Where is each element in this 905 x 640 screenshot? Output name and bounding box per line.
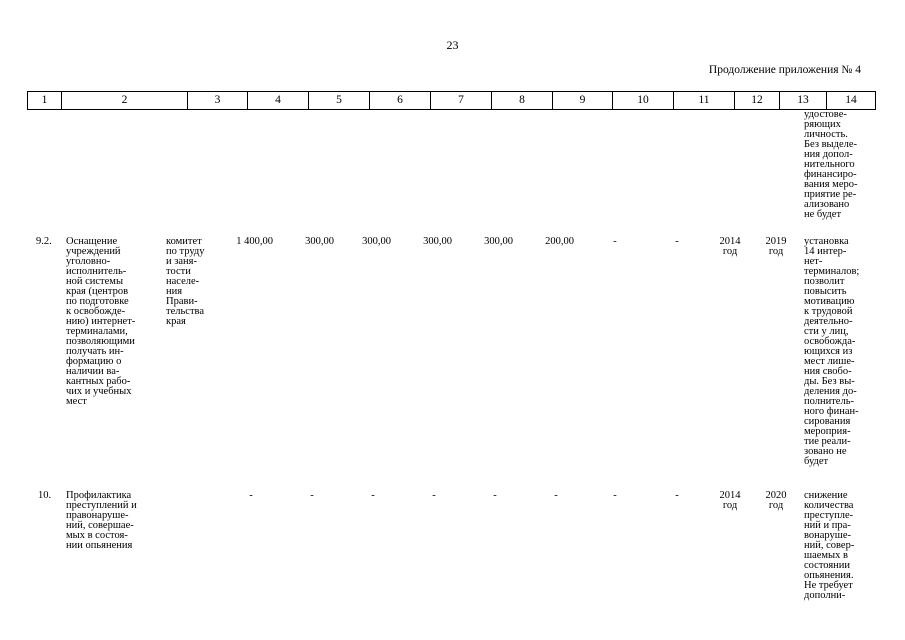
funding-total: -	[249, 490, 253, 501]
funding-year-6: -	[613, 490, 617, 501]
funding-total: 1 400,00	[236, 236, 273, 247]
carryover-result-text: удостове- ряющих личность. Без выделе- ния допол- нительного финансиро- вания меро- приятие ре- ализовано не будет	[804, 109, 858, 220]
col-header-2: 2	[62, 92, 188, 109]
funding-year-2: -	[371, 490, 375, 501]
col-header-4: 4	[248, 92, 309, 109]
col-header-11: 11	[674, 92, 735, 109]
start-year: 2014 год	[719, 490, 741, 511]
col-header-6: 6	[370, 92, 431, 109]
row-number: 10.	[38, 490, 52, 501]
funding-year-4: -	[493, 490, 497, 501]
start-year: 2014 год	[719, 236, 741, 257]
end-year: 2020 год	[765, 490, 787, 511]
col-header-9: 9	[553, 92, 613, 109]
expected-result: установка 14 интер- нет- терминалов; позволит повысить мотивацию к трудовой деятельно- сти у лиц, освобожда- ющихся из мест лише- ния свобо- ды. Без вы- деления до- полнитель- ного финан- сирования мероприя- тие реали- зовано не будет	[804, 236, 860, 467]
col-header-10: 10	[613, 92, 674, 109]
funding-year-3: 300,00	[423, 236, 452, 247]
funding-year-4: 300,00	[484, 236, 513, 247]
expected-result: снижение количества преступле- ний и пра- вонаруше- ний, совер- шаемых в состоянии опьянения. Не требует дополни-	[804, 490, 855, 601]
continuation-label: Продолжение приложения № 4	[708, 64, 861, 76]
funding-year-5: 200,00	[545, 236, 574, 247]
measure-name: Профилактика преступлений и правонаруше- ний, совершае- мых в состоя- нии опьянения	[66, 490, 137, 551]
funding-year-1: -	[310, 490, 314, 501]
table-header-row	[27, 91, 876, 110]
measure-name: Оснащение учреждений уголовно- исполнитель- ной системы края (центров по подготовке к освобожде- нию) интернет- терминалами, позволяющими получать ин- формацию о наличии ва- кантных рабо- чих и учебных мест	[66, 236, 136, 407]
page-number: 23	[446, 38, 459, 52]
funding-year-2: 300,00	[362, 236, 391, 247]
col-header-12: 12	[735, 92, 780, 109]
funding-year-3: -	[432, 490, 436, 501]
col-header-3: 3	[188, 92, 248, 109]
funding-year-6: -	[613, 236, 617, 247]
col-header-14: 14	[845, 94, 857, 106]
funding-year-1: 300,00	[305, 236, 334, 247]
executor: комитет по труду и заня- тости населе- ния Прави- тельства края	[166, 236, 205, 327]
col-header-8: 8	[492, 92, 553, 109]
col-header-13: 13	[780, 92, 827, 109]
col-header-1: 1	[28, 92, 62, 109]
col-header-7: 7	[431, 92, 492, 109]
col-header-5: 5	[309, 92, 370, 109]
funding-year-7: -	[675, 490, 679, 501]
row-number: 9.2.	[36, 236, 52, 247]
funding-year-5: -	[554, 490, 558, 501]
end-year: 2019 год	[765, 236, 787, 257]
funding-year-7: -	[675, 236, 679, 247]
